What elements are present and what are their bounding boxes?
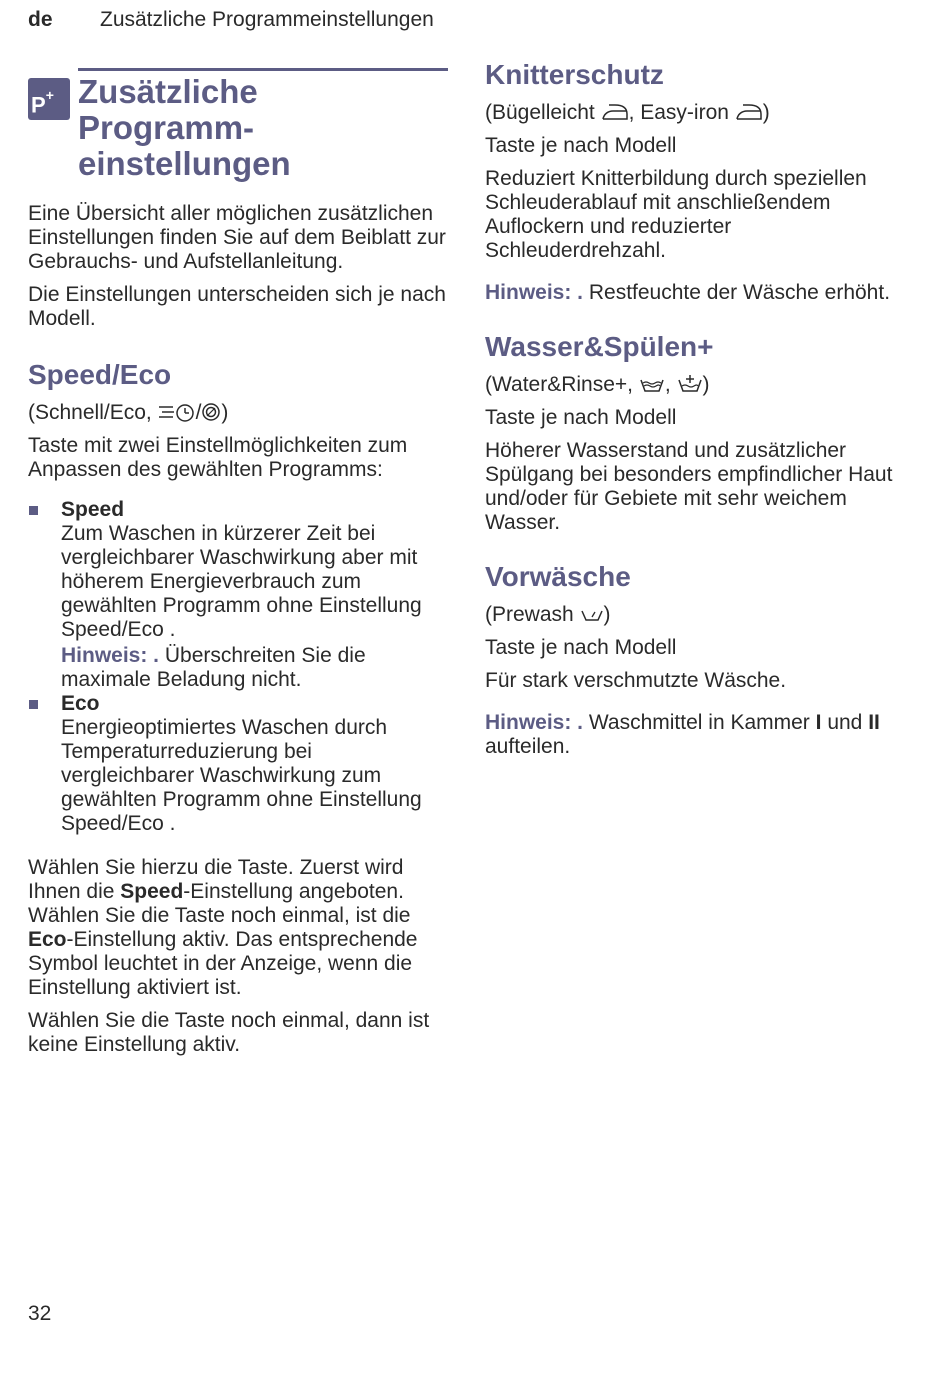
speed-hint: Hinweis: . Überschreiten Sie die maximale Beladung nicht. bbox=[61, 644, 366, 691]
program-plus-icon: P+ bbox=[28, 78, 70, 120]
section-title-block bbox=[28, 68, 448, 182]
speed-eco-heading: Speed/Eco bbox=[28, 359, 172, 390]
knitterschutz-model: Taste je nach Modell bbox=[485, 134, 677, 157]
eco-icon bbox=[201, 402, 221, 422]
knitterschutz-description: Reduziert Knitterbildung durch speziellen Schleuderablauf mit anschließendem Auflockern und reduzierter Schleuderdrehzahl. bbox=[485, 167, 867, 262]
speed-eco-description: Taste mit zwei Einstellmöglichkeiten zum Anpassen des gewählten Programms: bbox=[28, 434, 408, 481]
wasser-spuelen-heading: Wasser&Spülen+ bbox=[485, 331, 714, 362]
intro-note: Die Einstellungen unterscheiden sich je nach Modell. bbox=[28, 283, 446, 330]
page-number: 32 bbox=[28, 1302, 52, 1325]
intro-paragraph: Eine Übersicht aller möglichen zusätzlichen Einstellungen finden Sie auf dem Beiblatt zur Gebrauchs- und Aufstellanleitung. bbox=[28, 202, 446, 273]
speed-eco-options-list bbox=[28, 498, 448, 836]
speed-clock-icon bbox=[158, 402, 196, 422]
wasser-spuelen-description: Höherer Wasserstand und zusätzlicher Spülgang bei besonders empfindlicher Haut und/oder für Gebiete mit sehr weichem Wasser. bbox=[485, 439, 893, 534]
vorwaesche-description: Für stark verschmutzte Wäsche. bbox=[485, 669, 787, 692]
water-plus-icon bbox=[677, 374, 703, 394]
page-title: Zusätzliche Programm- einstellungen bbox=[78, 73, 291, 182]
header-title: Zusätzliche Programmeinstellungen bbox=[100, 8, 434, 31]
right-column bbox=[485, 58, 915, 768]
vorwaesche-hint: Hinweis: . Waschmittel in Kammer I und II aufteilen. bbox=[485, 711, 880, 758]
knitterschutz-alias: (Bügelleicht , Easy-iron ) bbox=[485, 101, 770, 124]
iron-icon bbox=[601, 102, 629, 122]
vorwaesche-heading: Vorwäsche bbox=[485, 561, 631, 592]
vorwaesche-alias: (Prewash ) bbox=[485, 603, 611, 626]
knitterschutz-heading: Knitterschutz bbox=[485, 59, 664, 90]
deselect-instructions: Wählen Sie die Taste noch einmal, dann ist keine Einstellung aktiv. bbox=[28, 1009, 430, 1056]
vorwaesche-model: Taste je nach Modell bbox=[485, 636, 677, 659]
list-item-speed: Speed Zum Waschen in kürzerer Zeit bei vergleichbarer Waschwirkung aber mit höherem Energieverbrauch zum gewählten Programm ohne Einstellung Speed/Eco . Hinweis: . Überschreiten Sie die maximale Beladung nicht. bbox=[28, 498, 448, 692]
left-column bbox=[28, 58, 448, 1066]
water-rinse-icon bbox=[639, 374, 665, 394]
knitterschutz-hint: Hinweis: . Restfeuchte der Wäsche erhöht. bbox=[485, 281, 891, 304]
language-code: de bbox=[28, 8, 53, 31]
speed-eco-alias: (Schnell/Eco, / ) bbox=[28, 401, 229, 424]
list-item-eco: Eco Energieoptimiertes Waschen durch Temperaturreduzierung bei vergleichbarer Waschwirkung zum gewählten Programm ohne Einstellung Speed/Eco . bbox=[28, 692, 448, 836]
wasser-spuelen-alias: (Water&Rinse+, , ) bbox=[485, 373, 710, 396]
selection-instructions: Wählen Sie hierzu die Taste. Zuerst wird Ihnen die Speed-Einstellung angeboten. Wählen Sie die Taste noch einmal, ist die Eco-Einstellung aktiv. Das entsprechende Symbol leuchtet in der Anzeige, wenn die Einstellung aktiviert ist. bbox=[28, 856, 418, 999]
title-rule bbox=[78, 68, 448, 71]
prewash-tub-icon bbox=[580, 604, 604, 624]
iron-icon bbox=[735, 102, 763, 122]
wasser-spuelen-model: Taste je nach Modell bbox=[485, 406, 677, 429]
